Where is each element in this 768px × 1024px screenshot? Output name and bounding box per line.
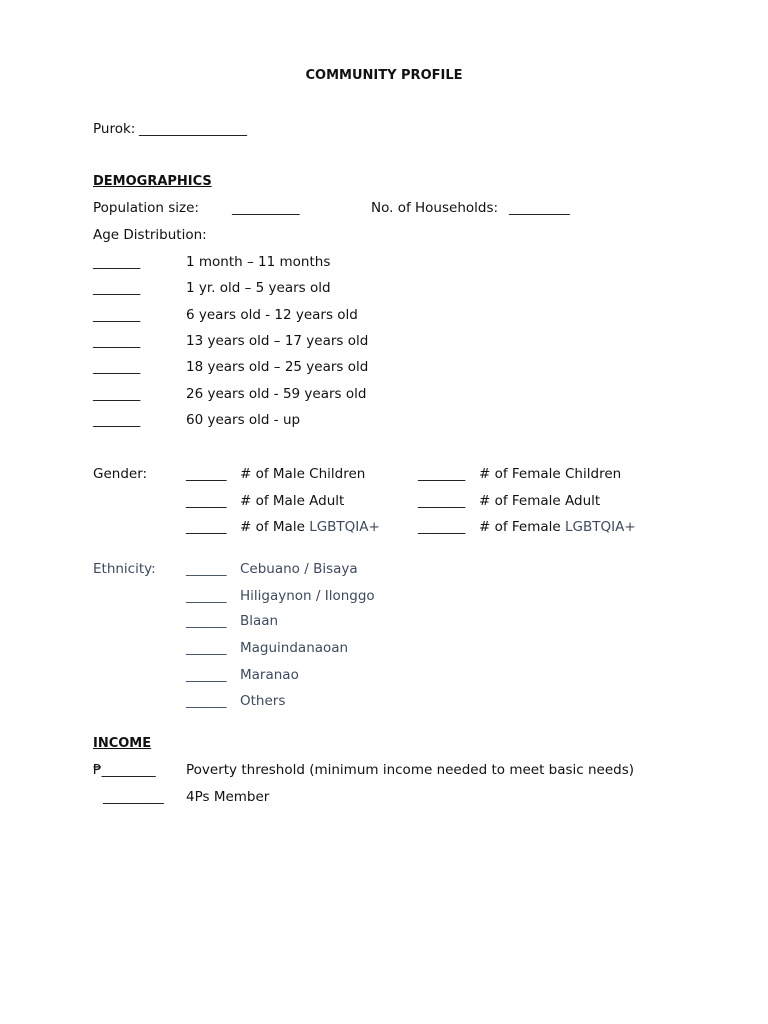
purok-field[interactable]: ________________ <box>139 121 247 137</box>
female-lgbtqia-label <box>479 518 636 536</box>
age-range-label: 26 years old - 59 years old <box>186 386 367 402</box>
male-children-label: # of Male Children <box>240 466 366 482</box>
ethnicity-label: Ethnicity: <box>93 561 156 577</box>
age-range-label: 1 month – 11 months <box>186 254 331 270</box>
age-range-label: 18 years old – 25 years old <box>186 359 369 375</box>
age-field[interactable]: _______ <box>93 412 141 428</box>
ethnicity-option-label: Blaan <box>240 613 279 629</box>
female-lgbtqia-prefix: # of Female <box>479 519 566 535</box>
purok-label: Purok: <box>93 121 136 137</box>
female-adult-field[interactable]: _______ <box>418 493 466 509</box>
ethnicity-field[interactable]: ______ <box>186 613 227 629</box>
male-lgbtqia-label <box>240 518 380 536</box>
female-lgbtqia-suffix: LGBTQIA+ <box>565 519 636 535</box>
ethnicity-field[interactable]: ______ <box>186 561 227 577</box>
ethnicity-field[interactable]: ______ <box>186 667 227 683</box>
ethnicity-option-label: Maguindanaoan <box>240 640 349 656</box>
population-size-field[interactable]: __________ <box>232 200 300 216</box>
households-label: No. of Households: <box>371 200 499 216</box>
ethnicity-option-label: Hiligaynon / Ilonggo <box>240 588 375 604</box>
male-adult-field[interactable]: ______ <box>186 493 227 509</box>
male-lgbtqia-suffix: LGBTQIA+ <box>309 519 380 535</box>
population-size-label: Population size: <box>93 200 199 216</box>
ethnicity-field[interactable]: ______ <box>186 640 227 656</box>
age-field[interactable]: _______ <box>93 333 141 349</box>
female-children-field[interactable]: _______ <box>418 466 466 482</box>
demographics-heading: DEMOGRAPHICS <box>93 174 212 189</box>
male-lgbtqia-field[interactable]: ______ <box>186 519 227 535</box>
age-field[interactable]: _______ <box>93 386 141 402</box>
female-adult-label: # of Female Adult <box>479 493 601 509</box>
age-field[interactable]: _______ <box>93 307 141 323</box>
age-range-label: 13 years old – 17 years old <box>186 333 369 349</box>
poverty-threshold-label: Poverty threshold (minimum income needed to meet basic needs) <box>186 762 635 778</box>
ethnicity-option-label: Cebuano / Bisaya <box>240 561 358 577</box>
ethnicity-option-label: Others <box>240 693 286 709</box>
poverty-threshold-field[interactable]: ₱________ <box>93 762 156 778</box>
ethnicity-field[interactable]: ______ <box>186 693 227 709</box>
male-children-field[interactable]: ______ <box>186 466 227 482</box>
gender-label: Gender: <box>93 466 148 482</box>
fourps-member-label: 4Ps Member <box>186 789 270 805</box>
male-lgbtqia-prefix: # of Male <box>240 519 310 535</box>
age-range-label: 60 years old - up <box>186 412 301 428</box>
fourps-member-field[interactable]: _________ <box>103 789 164 805</box>
female-children-label: # of Female Children <box>479 466 622 482</box>
age-distribution-label: Age Distribution: <box>93 227 207 243</box>
ethnicity-option-label: Maranao <box>240 667 299 683</box>
households-field[interactable]: _________ <box>509 200 570 216</box>
age-range-label: 1 yr. old – 5 years old <box>186 280 331 296</box>
age-field[interactable]: _______ <box>93 359 141 375</box>
ethnicity-field[interactable]: ______ <box>186 588 227 604</box>
age-range-label: 6 years old - 12 years old <box>186 307 358 323</box>
age-field[interactable]: _______ <box>93 280 141 296</box>
female-lgbtqia-field[interactable]: _______ <box>418 519 466 535</box>
income-heading: INCOME <box>93 736 152 751</box>
male-adult-label: # of Male Adult <box>240 493 345 509</box>
page-title: COMMUNITY PROFILE <box>305 68 463 83</box>
age-field[interactable]: _______ <box>93 254 141 270</box>
